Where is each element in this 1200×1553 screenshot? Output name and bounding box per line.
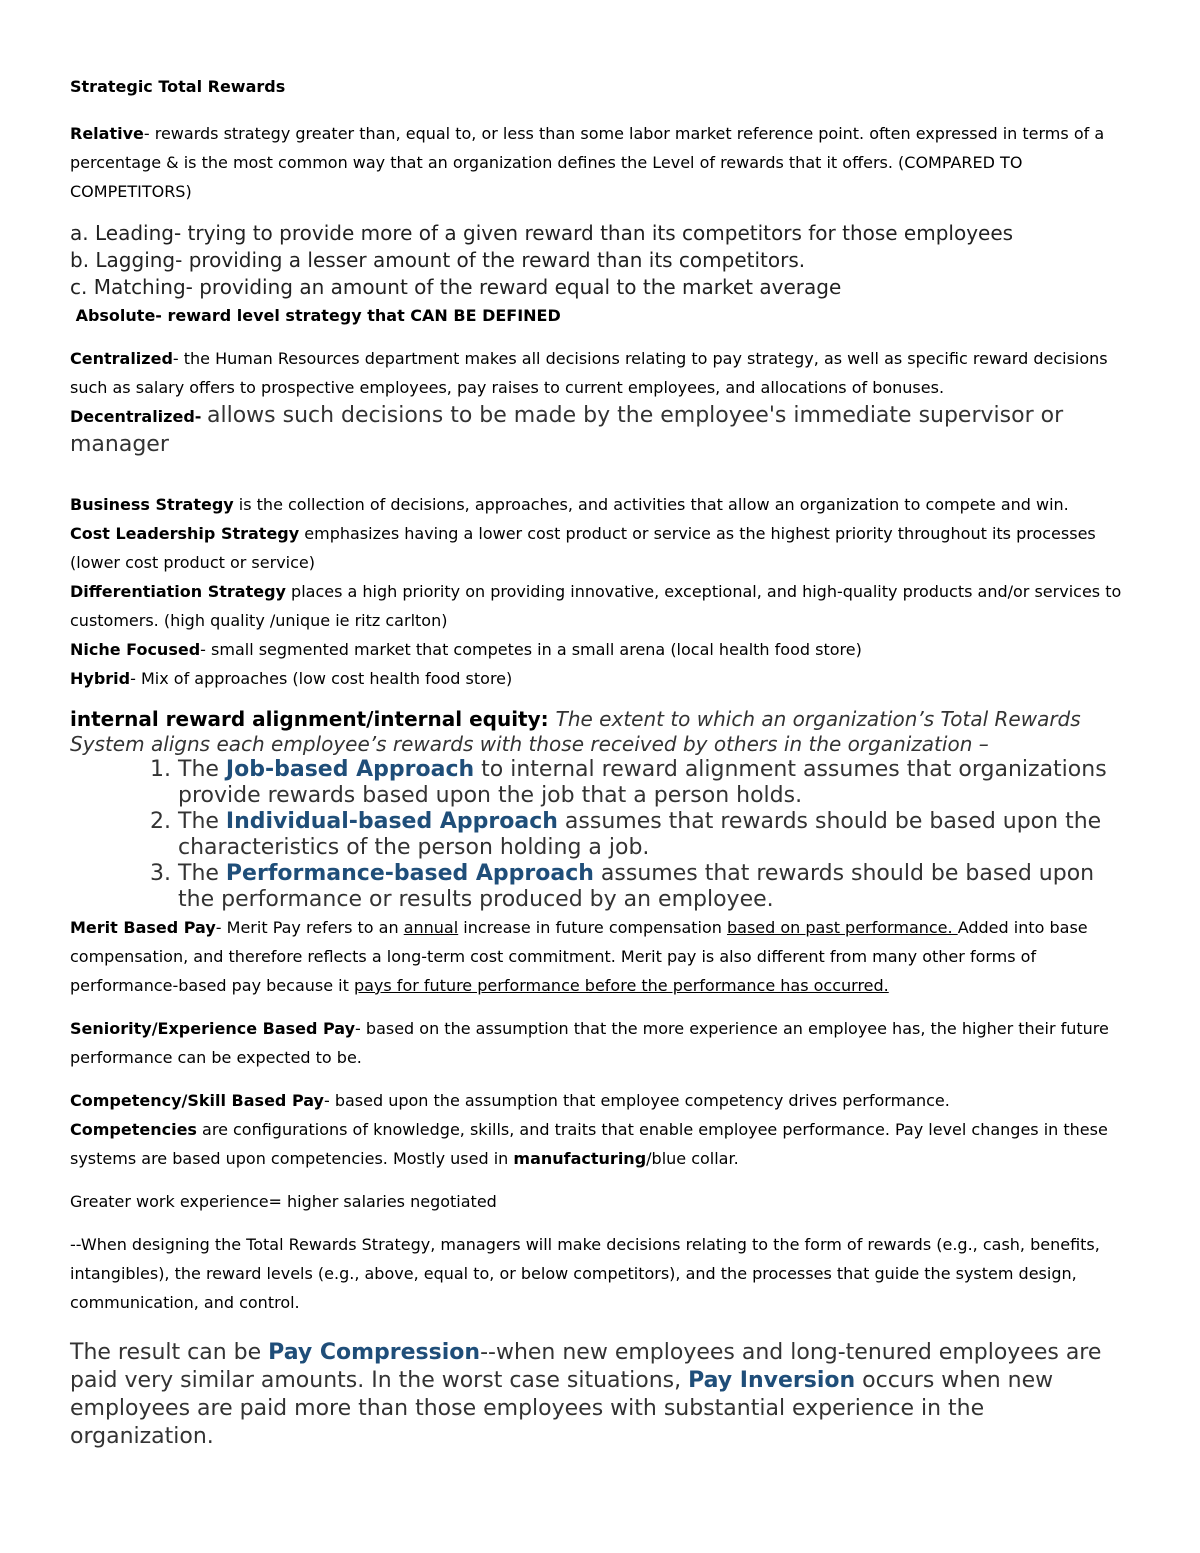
strategy-item: Niche Focused- small segmented market that competes in a small arena (local health food store) (70, 640, 862, 659)
relative-term: Relative (70, 124, 144, 143)
merit-pay-definition: Merit Based Pay- Merit Pay refers to an annual increase in future compensation based on past performance. Added into base compensation, and therefore reflects a long-term cost commitment. Merit pay is also different from many other forms of performance-based pay because it pays for future performance before the performance has occurred. (70, 918, 1088, 995)
merit-term: Merit Based Pay (70, 918, 216, 937)
internal-equity-definition (70, 707, 1130, 757)
document-page (70, 72, 1130, 1451)
business-strategies (70, 490, 1130, 693)
internal-equity-text: The extent to which an organization’s Total Rewards System aligns each employee’s rewards with those received by others in the organization – (70, 707, 1081, 756)
experience-note: Greater work experience= higher salaries negotiated (70, 1192, 497, 1211)
document-title: Strategic Total Rewards (70, 77, 286, 96)
seniority-term: Seniority/Experience Based Pay (70, 1019, 356, 1038)
option-leading: a. Leading- trying to provide more of a given reward than its competitors for those employees (70, 221, 1014, 245)
decentralized-definition: Decentralized- allows such decisions to be made by the employee's immediate supervisor or manager (70, 403, 1064, 457)
centralized-definition (70, 344, 1130, 402)
relative-options (70, 220, 1130, 301)
centralized-text: - the Human Resources department makes all decisions relating to pay strategy, as well as specific reward decisions such as salary offers to prospective employees, pay raises to current employees, and allocations of bonuses. (70, 349, 1108, 397)
pay-inversion-term: Pay Inversion (688, 1368, 856, 1393)
seniority-pay-definition: Seniority/Experience Based Pay- based on the assumption that the more experience an employee has, the higher their future performance can be expected to be. (70, 1019, 1109, 1067)
approach-item: 2. The Individual-based Approach assumes that rewards should be based upon the characteristics of the person holding a job. (178, 809, 1130, 861)
option-lagging: b. Lagging- providing a lesser amount of the reward than its competitors. (70, 248, 806, 272)
relative-text: - rewards strategy greater than, equal to, or less than some labor market reference point. often expressed in terms of a percentage & is the most common way that an organization defines the Level of rewards that it offers. (COMPARED TO COMPETITORS) (70, 124, 1105, 201)
strategy-item: Hybrid- Mix of approaches (low cost health food store) (70, 669, 513, 688)
strategy-item: Business Strategy is the collection of decisions, approaches, and activities that allow an organization to compete and win. (70, 495, 1069, 514)
strategy-item: Differentiation Strategy places a high priority on providing innovative, exceptional, and high-quality products and/or services to customers. (high quality /unique ie ritz carlton) (70, 582, 1122, 630)
internal-equity-heading: internal reward alignment/internal equity: (70, 707, 556, 731)
absolute-definition: Absolute- reward level strategy that CAN BE DEFINED (70, 306, 561, 325)
competency-term: Competency/Skill Based Pay (70, 1091, 324, 1110)
approach-item: 3. The Performance-based Approach assumes that rewards should be based upon the performance or results produced by an employee. (178, 861, 1130, 913)
pay-compression-term: Pay Compression (268, 1340, 481, 1365)
competency-pay-definition: Competency/Skill Based Pay- based upon the assumption that employee competency drives performance. Competencies are configurations of knowledge, skills, and traits that enable employee performance. Pay level changes in these systems are based upon competencies. Mostly used in manufacturing/blue collar. (70, 1091, 1108, 1168)
approach-list (70, 757, 1130, 913)
option-matching: c. Matching- providing an amount of the reward equal to the market average (70, 275, 842, 299)
strategy-item: Cost Leadership Strategy emphasizes having a lower cost product or service as the highest priority throughout its processes (lower cost product or service) (70, 524, 1096, 572)
pay-compression-paragraph: The result can be Pay Compression--when new employees and long-tenured employees are paid very similar amounts. In the worst case situations, Pay Inversion occurs when new employees are paid more than those employees with substantial experience in the organization. (70, 1340, 1102, 1449)
relative-definition (70, 119, 1130, 206)
decentralized-term: Decentralized (70, 407, 195, 426)
decentralized-text: allows such decisions to be made by the employee's immediate supervisor or manager (70, 403, 1064, 457)
centralized-term: Centralized (70, 349, 173, 368)
designing-note: --When designing the Total Rewards Strategy, managers will make decisions relating to the form of rewards (e.g., cash, benefits, intangibles), the reward levels (e.g., above, equal to, or below competitors), and the processes that guide the system design, communication, and control. (70, 1235, 1100, 1312)
approach-item: 1. The Job-based Approach to internal reward alignment assumes that organizations provide rewards based upon the job that a person holds. (178, 757, 1130, 809)
